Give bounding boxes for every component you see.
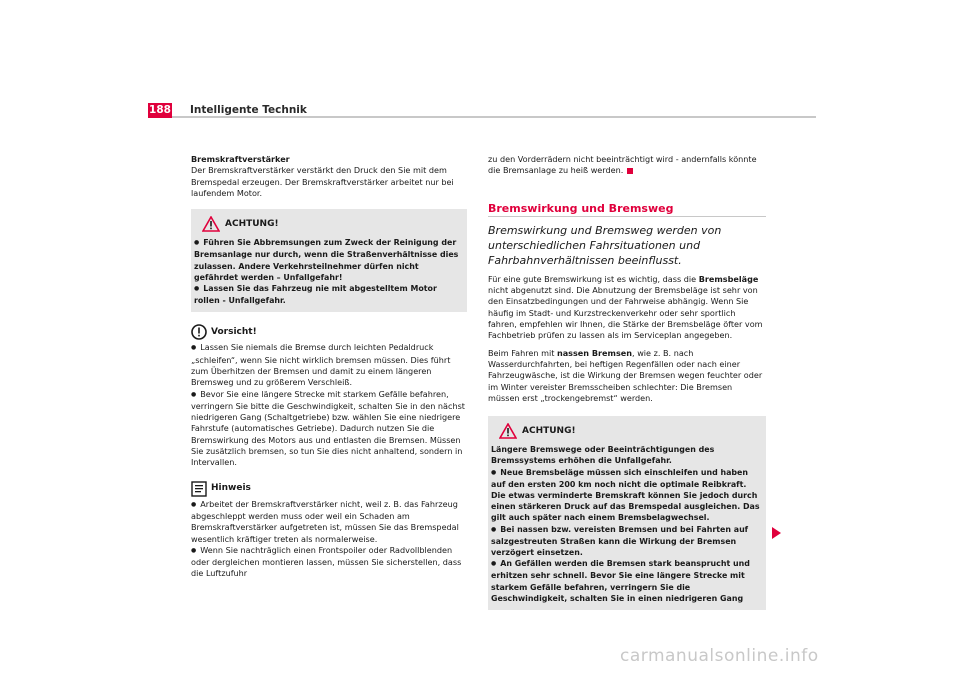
section-heading: Bremskraftverstärker	[191, 154, 290, 164]
caution-exclamation-icon	[191, 324, 207, 340]
section-title: Bremswirkung und Bremsweg	[488, 203, 766, 217]
text-run: Beim Fahren mit	[488, 347, 557, 358]
continuation-text: zu den Vorderrädern nicht beeinträchtigt wird - andernfalls könnte die Bremsanlage zu heiß werden.	[488, 154, 757, 176]
header-rule	[148, 116, 816, 118]
warning-box	[191, 209, 467, 312]
watermark: carmanualsonline.info	[620, 646, 819, 666]
left-column	[191, 154, 467, 580]
caution-label: Vorsicht!	[211, 326, 257, 337]
warning-item: ● An Gefällen werden die Bremsen stark beansprucht und erhitzen sehr schnell. Bevor Sie eine längere Strecke mit starkem Gefälle befahren, verringern Sie die Geschwindigkeit, schalten Sie in einen niedrigeren Gang	[491, 558, 763, 604]
emphasis-text: nassen Bremsen	[556, 347, 633, 358]
caution-item: ● Bevor Sie eine längere Strecke mit starkem Gefälle befahren, verringern Sie bitte die Geschwindigkeit, schalten Sie in den nächst niedrigeren Gang (Schaltgetriebe) bzw. wählen Sie eine niedrigere Fahrstufe (automatisches Getriebe). Dadurch nutzen Sie die Bremswirkung des Motors aus und entlasten die Bremsen. Müssen Sie zusätzlich bremsen, so tun Sie dies nicht anhaltend, sondern in Intervallen.	[191, 389, 467, 469]
emphasis-text: Bremsbeläge	[698, 273, 759, 284]
continue-arrow-icon	[772, 527, 781, 539]
hint-item: ● Wenn Sie nachträglich einen Frontspoiler oder Radvollblenden oder dergleichen montieren lassen, müssen Sie sicherstellen, dass die Luftzufuhr	[191, 545, 467, 580]
warning-header	[194, 214, 464, 234]
warning-label: ACHTUNG!	[225, 218, 279, 229]
warning-header	[491, 421, 763, 441]
warning-item: ● Bei nassen bzw. vereisten Bremsen und bei Fahrten auf salzgestreuten Straßen kann die Wirkung der Bremsen verzögert einsetzen.	[491, 524, 763, 559]
warning-label: ACHTUNG!	[522, 425, 576, 436]
warning-box	[488, 416, 766, 610]
note-icon	[191, 481, 207, 497]
page-number: 188	[149, 104, 171, 116]
right-column	[488, 154, 766, 610]
paragraph-wet-brakes	[488, 348, 766, 404]
intro-paragraph: Der Bremskraftverstärker verstärkt den Druck den Sie mit dem Bremspedal erzeugen. Der Bremskraftverstärker arbeitet nur bei laufendem Motor.	[191, 165, 454, 198]
continuation-paragraph	[488, 154, 766, 177]
hint-label: Hinweis	[211, 483, 251, 494]
caution-item: ● Lassen Sie niemals die Bremse durch leichten Pedaldruck „schleifen“, wenn Sie nicht wirklich bremsen müssen. Dies führt zum Überhitzen der Bremsen und damit zu einem längeren Bremsweg und zu größerem Verschleiß.	[191, 342, 467, 388]
caution-header	[191, 324, 467, 340]
text-run: Für eine gute Bremswirkung ist es wichtig, dass die	[488, 273, 699, 284]
text-run: nicht abgenutzt sind. Die Abnutzung der Bremsbeläge ist sehr von den Einsatzbedingungen und der Fahrweise abhängig. Wenn Sie häufig im Stadt- und Kurzstreckenverkehr oder sehr sportlich fahren, empfehlen wir Ihnen, die Stärke der Bremsbeläge öfter vom Fachbetrieb prüfen zu lassen als im Serviceplan angegeben.	[488, 285, 763, 341]
section-subtitle: Bremswirkung und Bremsweg werden von unterschiedlichen Fahrsituationen und Fahrbahnverhältnissen beeinflusst.	[488, 223, 722, 267]
warning-triangle-icon	[202, 216, 220, 232]
hint-header	[191, 481, 467, 497]
end-of-section-marker	[627, 168, 633, 174]
paragraph-brake-pads	[488, 274, 766, 342]
warning-triangle-icon	[499, 423, 517, 439]
hint-item: ● Arbeitet der Bremskraftverstärker nicht, weil z. B. das Fahrzeug abgeschleppt werden muss oder weil ein Schaden am Bremskraftverstärker aufgetreten ist, müssen Sie das Bremspedal wesentlich kräftiger treten als normalerweise.	[191, 499, 467, 545]
warning-item: ● Lassen Sie das Fahrzeug nie mit abgestelltem Motor rollen - Unfallgefahr.	[194, 283, 464, 306]
chapter-title: Intelligente Technik	[190, 104, 307, 116]
warning-item: ● Neue Bremsbeläge müssen sich einschleifen und haben auf den ersten 200 km noch nicht die optimale Reibkraft. Die etwas verminderte Bremskraft können Sie jedoch durch einen stärkeren Druck auf das Bremspedal ausgleichen. Das gilt auch später nach einem Bremsbelagwechsel.	[491, 467, 763, 524]
warning-item: ● Führen Sie Abbremsungen zum Zweck der Reinigung der Bremsanlage nur durch, wenn die Straßenverhältnisse dies zulassen. Andere Verkehrsteilnehmer dürfen nicht gefährdet werden – Unfallgefahr!	[194, 237, 464, 283]
warning-intro: Längere Bremswege oder Beeinträchtigungen des Bremssystems erhöhen die Unfallgefahr.	[491, 445, 715, 466]
text-run: , wie z. B. nach Wasserdurchfahrten, bei heftigen Regenfällen oder nach einer Fahrzeugwäsche, ist die Wirkung der Bremsen wegen feuchter oder im Winter vereister Bremsscheiben schlechter: Die Bremsen müssen erst „trockengebremst“ werden.	[488, 347, 763, 403]
